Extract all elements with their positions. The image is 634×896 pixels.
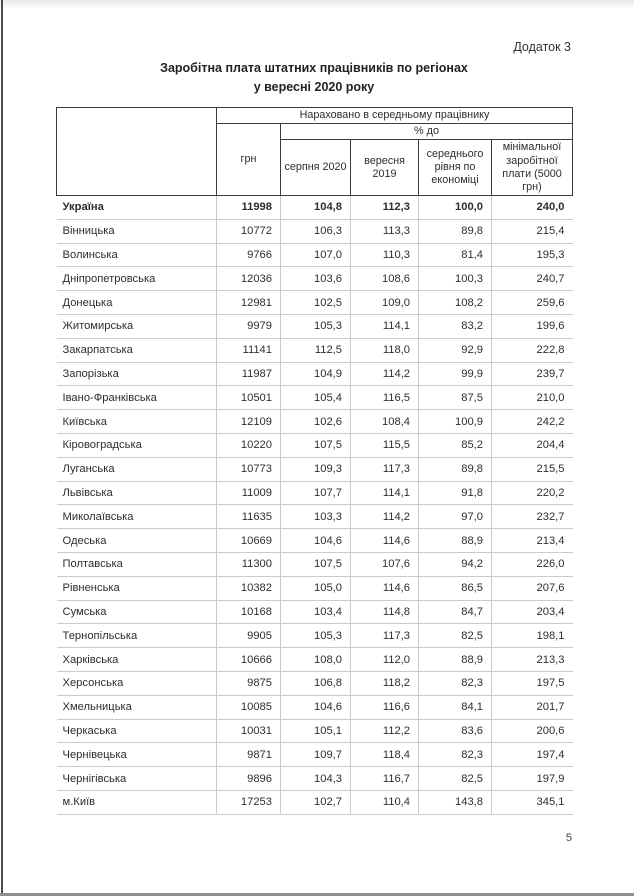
value-cell: 107,7 (281, 481, 351, 505)
value-cell: 12981 (217, 291, 281, 315)
value-cell: 210,0 (492, 386, 573, 410)
table-row (57, 219, 573, 243)
value-cell: 99,9 (419, 362, 492, 386)
value-cell: 107,6 (351, 552, 419, 576)
value-cell: 84,7 (419, 600, 492, 624)
value-cell: 83,6 (419, 719, 492, 743)
doc-title-line1: Заробітна плата штатних працівників по регіонах (160, 61, 468, 75)
table-row (57, 529, 573, 553)
value-cell: 104,3 (281, 767, 351, 791)
table-row (57, 600, 573, 624)
value-cell: 108,0 (281, 648, 351, 672)
region-cell: Дніпропетровська (57, 267, 217, 291)
value-cell: 105,3 (281, 315, 351, 339)
value-cell: 116,6 (351, 695, 419, 719)
value-cell: 226,0 (492, 552, 573, 576)
value-cell: 102,6 (281, 410, 351, 434)
value-cell: 240,7 (492, 267, 573, 291)
value-cell: 112,5 (281, 338, 351, 362)
region-cell: Запорізька (57, 362, 217, 386)
value-cell: 105,3 (281, 624, 351, 648)
value-cell: 114,1 (351, 481, 419, 505)
value-cell: 108,6 (351, 267, 419, 291)
header-col-minimum-wage: мінімальної заробітної плати (5000 грн) (492, 140, 573, 196)
table-body (57, 196, 573, 815)
value-cell: 10085 (217, 695, 281, 719)
region-cell: Закарпатська (57, 338, 217, 362)
region-cell: Кіровоградська (57, 434, 217, 458)
value-cell: 213,3 (492, 648, 573, 672)
value-cell: 82,5 (419, 767, 492, 791)
value-cell: 232,7 (492, 505, 573, 529)
value-cell: 10772 (217, 219, 281, 243)
value-cell: 116,5 (351, 386, 419, 410)
region-cell: Київська (57, 410, 217, 434)
value-cell: 89,8 (419, 457, 492, 481)
value-cell: 107,0 (281, 243, 351, 267)
value-cell: 143,8 (419, 790, 492, 814)
value-cell: 9871 (217, 743, 281, 767)
value-cell: 259,6 (492, 291, 573, 315)
value-cell: 9766 (217, 243, 281, 267)
header-group-accrued: Нараховано в середньому працівнику (217, 108, 573, 124)
region-cell: Івано-Франківська (57, 386, 217, 410)
value-cell: 104,8 (281, 196, 351, 220)
region-cell: Луганська (57, 457, 217, 481)
region-cell: Миколаївська (57, 505, 217, 529)
doc-title (56, 59, 572, 96)
table-row (57, 743, 573, 767)
value-cell: 12036 (217, 267, 281, 291)
value-cell: 114,2 (351, 505, 419, 529)
table-row (57, 267, 573, 291)
table-row (57, 362, 573, 386)
table-row (57, 338, 573, 362)
table-row (57, 576, 573, 600)
header-col-september-2019: вересня 2019 (351, 140, 419, 196)
value-cell: 11141 (217, 338, 281, 362)
value-cell: 200,6 (492, 719, 573, 743)
value-cell: 92,9 (419, 338, 492, 362)
value-cell: 88,9 (419, 648, 492, 672)
value-cell: 104,6 (281, 529, 351, 553)
value-cell: 103,3 (281, 505, 351, 529)
value-cell: 203,4 (492, 600, 573, 624)
value-cell: 108,4 (351, 410, 419, 434)
value-cell: 88,9 (419, 529, 492, 553)
region-cell: Сумська (57, 600, 217, 624)
value-cell: 12109 (217, 410, 281, 434)
table-row (57, 624, 573, 648)
value-cell: 10666 (217, 648, 281, 672)
value-cell: 110,3 (351, 243, 419, 267)
value-cell: 110,4 (351, 790, 419, 814)
value-cell: 113,3 (351, 219, 419, 243)
table-row (57, 481, 573, 505)
value-cell: 105,1 (281, 719, 351, 743)
value-cell: 102,7 (281, 790, 351, 814)
value-cell: 109,7 (281, 743, 351, 767)
table-row (57, 196, 573, 220)
value-cell: 9896 (217, 767, 281, 791)
value-cell: 114,1 (351, 315, 419, 339)
value-cell: 103,4 (281, 600, 351, 624)
region-cell: Харківська (57, 648, 217, 672)
table-row (57, 457, 573, 481)
table-row (57, 291, 573, 315)
region-cell: Черкаська (57, 719, 217, 743)
table-row (57, 243, 573, 267)
page-number: 5 (565, 832, 572, 844)
value-cell: 207,6 (492, 576, 573, 600)
table-row (57, 695, 573, 719)
value-cell: 114,6 (351, 576, 419, 600)
value-cell: 11987 (217, 362, 281, 386)
value-cell: 89,8 (419, 219, 492, 243)
value-cell: 114,2 (351, 362, 419, 386)
value-cell: 11009 (217, 481, 281, 505)
value-cell: 100,3 (419, 267, 492, 291)
value-cell: 201,7 (492, 695, 573, 719)
value-cell: 109,0 (351, 291, 419, 315)
value-cell: 11998 (217, 196, 281, 220)
region-cell: Житомирська (57, 315, 217, 339)
region-cell: Україна (57, 196, 217, 220)
header-col-economy-average: середнього рівня по економіці (419, 140, 492, 196)
value-cell: 100,0 (419, 196, 492, 220)
page-left-edge (1, 0, 3, 893)
value-cell: 106,3 (281, 219, 351, 243)
region-cell: Полтавська (57, 552, 217, 576)
value-cell: 114,8 (351, 600, 419, 624)
value-cell: 239,7 (492, 362, 573, 386)
header-group-percent: % до (281, 124, 573, 140)
value-cell: 17253 (217, 790, 281, 814)
value-cell: 97,0 (419, 505, 492, 529)
region-cell: м.Київ (57, 790, 217, 814)
value-cell: 107,5 (281, 552, 351, 576)
value-cell: 82,3 (419, 671, 492, 695)
value-cell: 116,7 (351, 767, 419, 791)
page-top-fade (0, 0, 634, 9)
region-cell: Хмельницька (57, 695, 217, 719)
value-cell: 109,3 (281, 457, 351, 481)
value-cell: 199,6 (492, 315, 573, 339)
header-col-august-2020: серпня 2020 (281, 140, 351, 196)
value-cell: 220,2 (492, 481, 573, 505)
table-row (57, 434, 573, 458)
table-row (57, 671, 573, 695)
value-cell: 10501 (217, 386, 281, 410)
region-cell: Одеська (57, 529, 217, 553)
value-cell: 102,5 (281, 291, 351, 315)
value-cell: 106,8 (281, 671, 351, 695)
value-cell: 240,0 (492, 196, 573, 220)
region-cell: Херсонська (57, 671, 217, 695)
region-cell: Чернівецька (57, 743, 217, 767)
value-cell: 105,0 (281, 576, 351, 600)
table-row (57, 790, 573, 814)
value-cell: 118,4 (351, 743, 419, 767)
value-cell: 9905 (217, 624, 281, 648)
value-cell: 242,2 (492, 410, 573, 434)
value-cell: 103,6 (281, 267, 351, 291)
value-cell: 91,8 (419, 481, 492, 505)
doc-title-line2: у вересні 2020 року (253, 79, 375, 94)
value-cell: 10773 (217, 457, 281, 481)
region-cell: Вінницька (57, 219, 217, 243)
region-cell: Рівненська (57, 576, 217, 600)
value-cell: 222,8 (492, 338, 573, 362)
value-cell: 197,4 (492, 743, 573, 767)
value-cell: 197,5 (492, 671, 573, 695)
value-cell: 81,4 (419, 243, 492, 267)
value-cell: 11300 (217, 552, 281, 576)
value-cell: 11635 (217, 505, 281, 529)
value-cell: 117,3 (351, 457, 419, 481)
value-cell: 9875 (217, 671, 281, 695)
region-cell: Львівська (57, 481, 217, 505)
value-cell: 104,9 (281, 362, 351, 386)
value-cell: 215,4 (492, 219, 573, 243)
value-cell: 118,2 (351, 671, 419, 695)
table-row (57, 505, 573, 529)
value-cell: 114,6 (351, 529, 419, 553)
value-cell: 94,2 (419, 552, 492, 576)
value-cell: 345,1 (492, 790, 573, 814)
table-row (57, 386, 573, 410)
value-cell: 86,5 (419, 576, 492, 600)
value-cell: 100,9 (419, 410, 492, 434)
value-cell: 197,9 (492, 767, 573, 791)
value-cell: 82,5 (419, 624, 492, 648)
table-header (57, 108, 573, 196)
table-row (57, 410, 573, 434)
value-cell: 85,2 (419, 434, 492, 458)
value-cell: 112,2 (351, 719, 419, 743)
table-row (57, 552, 573, 576)
value-cell: 9979 (217, 315, 281, 339)
value-cell: 83,2 (419, 315, 492, 339)
value-cell: 204,4 (492, 434, 573, 458)
value-cell: 195,3 (492, 243, 573, 267)
value-cell: 198,1 (492, 624, 573, 648)
value-cell: 117,3 (351, 624, 419, 648)
annex-label: Додаток 3 (513, 40, 571, 54)
value-cell: 87,5 (419, 386, 492, 410)
region-cell: Волинська (57, 243, 217, 267)
header-col-uah: грн (217, 124, 281, 196)
value-cell: 10220 (217, 434, 281, 458)
table-row (57, 719, 573, 743)
value-cell: 84,1 (419, 695, 492, 719)
value-cell: 213,4 (492, 529, 573, 553)
value-cell: 118,0 (351, 338, 419, 362)
value-cell: 10168 (217, 600, 281, 624)
region-cell: Чернігівська (57, 767, 217, 791)
value-cell: 10669 (217, 529, 281, 553)
value-cell: 10031 (217, 719, 281, 743)
value-cell: 104,6 (281, 695, 351, 719)
value-cell: 10382 (217, 576, 281, 600)
value-cell: 105,4 (281, 386, 351, 410)
region-column-header (57, 108, 217, 196)
value-cell: 108,2 (419, 291, 492, 315)
value-cell: 107,5 (281, 434, 351, 458)
value-cell: 82,3 (419, 743, 492, 767)
region-cell: Донецька (57, 291, 217, 315)
value-cell: 215,5 (492, 457, 573, 481)
region-cell: Тернопільська (57, 624, 217, 648)
value-cell: 112,0 (351, 648, 419, 672)
value-cell: 112,3 (351, 196, 419, 220)
table-row (57, 767, 573, 791)
table-row (57, 315, 573, 339)
value-cell: 115,5 (351, 434, 419, 458)
salary-table (56, 107, 573, 815)
table-row (57, 648, 573, 672)
